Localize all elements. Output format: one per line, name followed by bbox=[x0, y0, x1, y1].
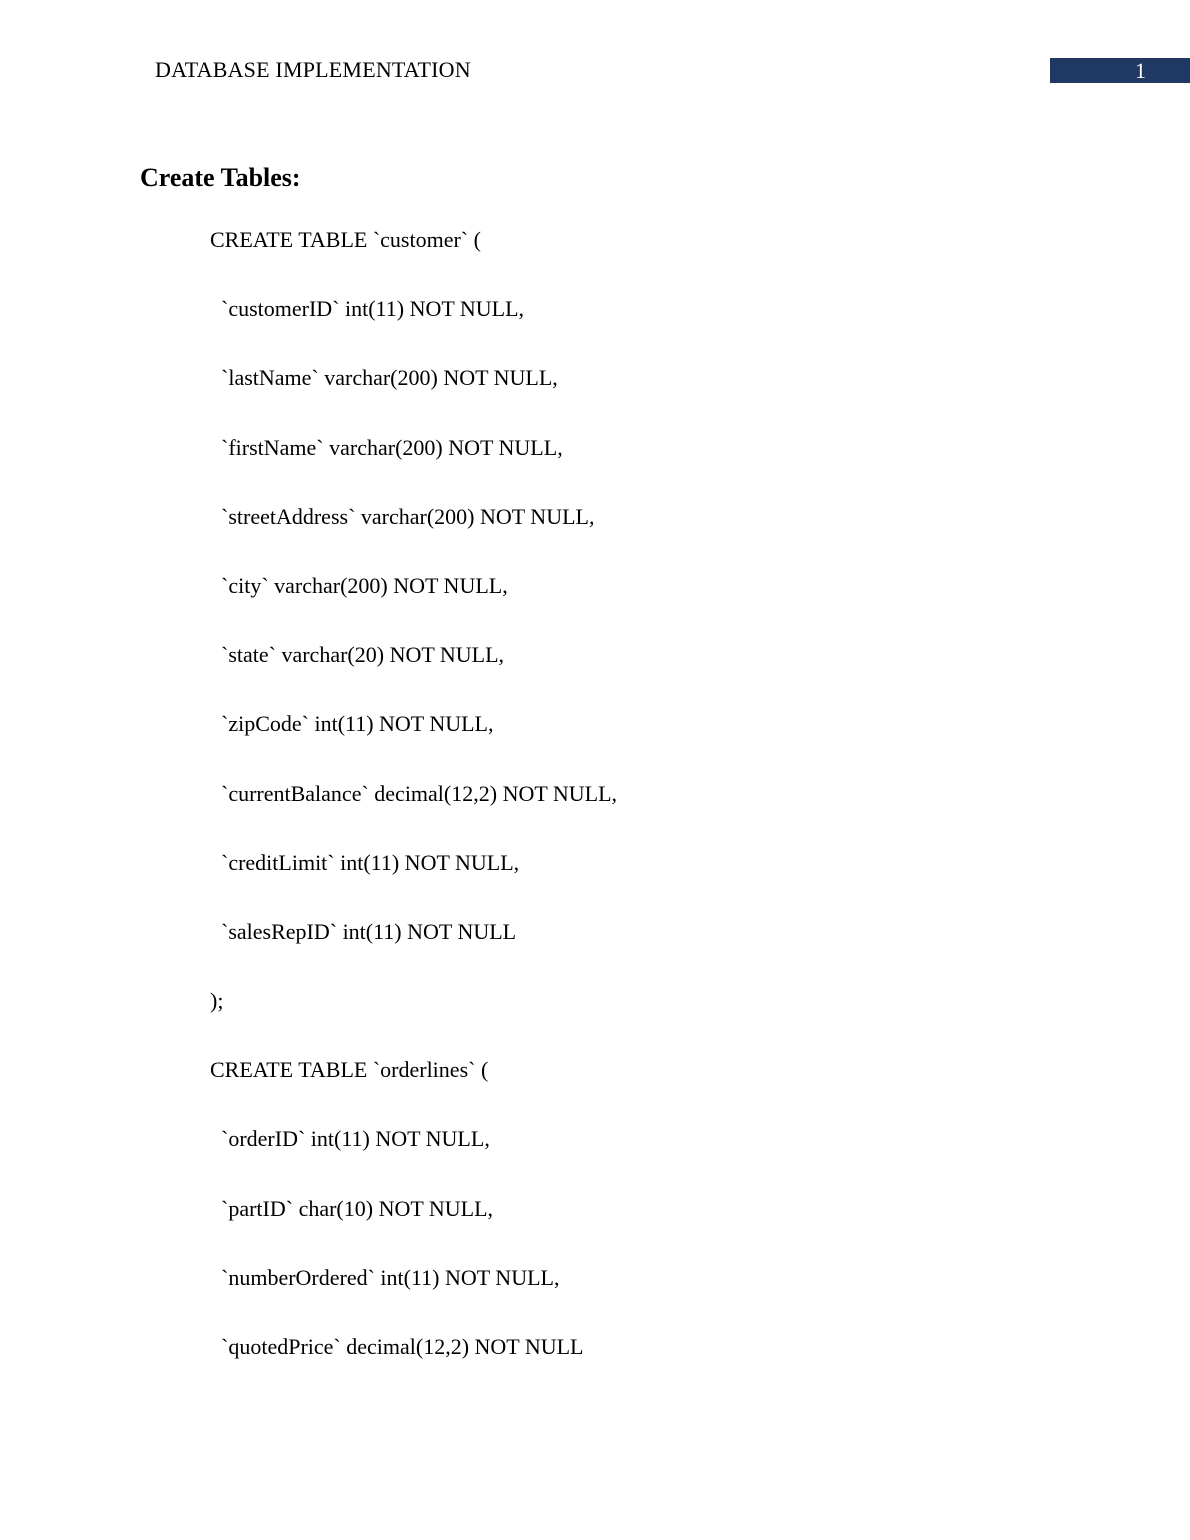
code-line: `streetAddress` varchar(200) NOT NULL, bbox=[210, 503, 595, 529]
code-line: `customerID` int(11) NOT NULL, bbox=[210, 296, 525, 322]
page-number: 1 bbox=[1135, 58, 1146, 83]
code-line: `state` varchar(20) NOT NULL, bbox=[210, 642, 505, 668]
code-line: `partID` char(10) NOT NULL, bbox=[210, 1195, 494, 1221]
code-line: `city` varchar(200) NOT NULL, bbox=[210, 572, 508, 598]
code-line: `lastName` varchar(200) NOT NULL, bbox=[210, 365, 558, 391]
code-line: `numberOrdered` int(11) NOT NULL, bbox=[210, 1264, 560, 1290]
code-line: `salesRepID` int(11) NOT NULL bbox=[210, 918, 517, 944]
code-line: `firstName` varchar(200) NOT NULL, bbox=[210, 434, 563, 460]
code-line: `orderID` int(11) NOT NULL, bbox=[210, 1126, 490, 1152]
code-line: `quotedPrice` decimal(12,2) NOT NULL bbox=[210, 1334, 584, 1359]
code-line: `currentBalance` decimal(12,2) NOT NULL, bbox=[210, 780, 618, 806]
page-number-box bbox=[1050, 58, 1190, 83]
running-head: DATABASE IMPLEMENTATION bbox=[155, 57, 471, 82]
sql-code-block bbox=[210, 225, 617, 1401]
code-line: ); bbox=[210, 988, 224, 1014]
code-line: CREATE TABLE `customer` ( bbox=[210, 227, 481, 252]
code-line: `creditLimit` int(11) NOT NULL, bbox=[210, 849, 520, 875]
code-line: CREATE TABLE `orderlines` ( bbox=[210, 1057, 489, 1083]
section-heading: Create Tables: bbox=[140, 163, 301, 192]
code-line: `zipCode` int(11) NOT NULL, bbox=[210, 711, 494, 737]
